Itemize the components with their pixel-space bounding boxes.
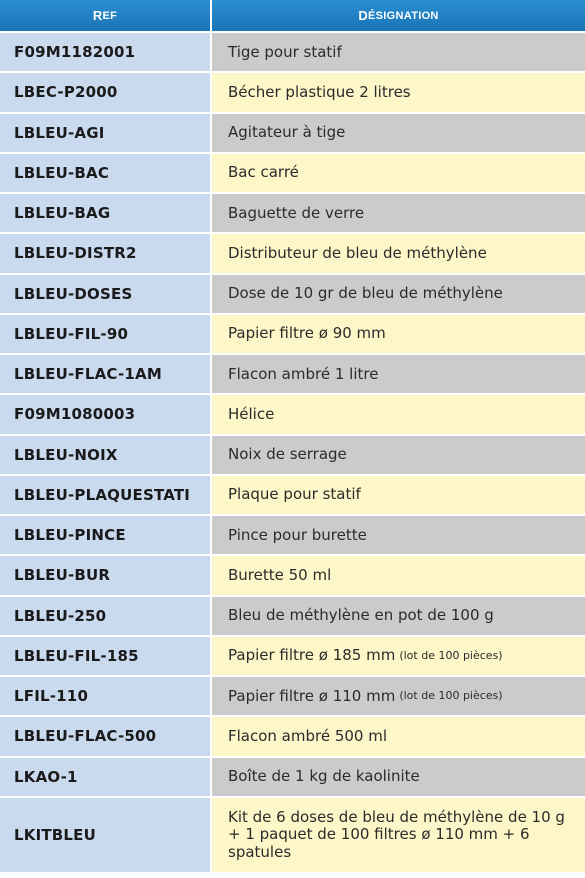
table-row: [0, 192, 585, 232]
ref-cell: LKITBLEU: [0, 798, 210, 873]
table-row: [0, 273, 585, 313]
designation-cell: [210, 114, 585, 152]
designation-cell: [210, 73, 585, 111]
designation-cell: [210, 395, 585, 433]
ref-cell: LBEC-P2000: [0, 73, 210, 111]
table-header: [0, 0, 585, 31]
ref-cell: LKAO-1: [0, 758, 210, 796]
designation-note: (lot de 100 pièces): [399, 688, 503, 702]
ref-cell: LBLEU-PINCE: [0, 516, 210, 554]
table-row: [0, 474, 585, 514]
designation-cell: [210, 758, 585, 796]
ref-cell: LBLEU-BAC: [0, 154, 210, 192]
designation-text: Bécher plastique 2 litres: [228, 82, 411, 101]
ref-cell: F09M1080003: [0, 395, 210, 433]
designation-cell: [210, 154, 585, 192]
designation-text: Flacon ambré 1 litre: [228, 364, 379, 383]
designation-cell: [210, 355, 585, 393]
table-row: [0, 595, 585, 635]
ref-cell: LBLEU-NOIX: [0, 436, 210, 474]
table-row: [0, 514, 585, 554]
designation-text: Noix de serrage: [228, 445, 347, 463]
designation-text: Boîte de 1 kg de kaolinite: [228, 767, 420, 785]
ref-cell: LBLEU-BUR: [0, 556, 210, 594]
ref-cell: LBLEU-BAG: [0, 194, 210, 232]
designation-text: Tige pour statif: [228, 42, 342, 61]
ref-cell: LBLEU-FIL-185: [0, 637, 210, 675]
table-row: [0, 756, 585, 796]
ref-cell: LBLEU-DOSES: [0, 275, 210, 313]
ref-header-rest: EF: [102, 9, 118, 22]
table-row: [0, 152, 585, 192]
table-row: [0, 675, 585, 715]
designation-text: Bac carré: [228, 163, 299, 182]
designation-header-rest: ÉSIGNATION: [368, 9, 439, 22]
designation-note: (lot de 100 pièces): [399, 648, 503, 662]
table-row: [0, 31, 585, 71]
designation-cell: [210, 315, 585, 353]
designation-text: Papier filtre ø 185 mm: [228, 646, 396, 665]
designation-cell: [210, 476, 585, 514]
ref-cell: LBLEU-250: [0, 597, 210, 635]
designation-text: Plaque pour statif: [228, 485, 361, 504]
table-row: [0, 434, 585, 474]
designation-cell: [210, 556, 585, 594]
designation-text: Burette 50 ml: [228, 565, 332, 584]
designation-cell: [210, 436, 585, 474]
designation-text: Flacon ambré 500 ml: [228, 726, 388, 745]
ref-header-first: R: [92, 8, 103, 23]
designation-cell: [210, 637, 585, 675]
table-row: [0, 393, 585, 433]
designation-cell: [210, 597, 585, 635]
designation-cell: [210, 798, 585, 873]
ref-cell: LBLEU-AGI: [0, 114, 210, 152]
table-row: [0, 112, 585, 152]
table-row: [0, 796, 585, 873]
table-row: [0, 232, 585, 272]
designation-text: Dose de 10 gr de bleu de méthylène: [228, 284, 503, 302]
designation-cell: [210, 717, 585, 755]
designation-text: Papier filtre ø 110 mm: [228, 686, 396, 705]
ref-cell: LBLEU-FLAC-500: [0, 717, 210, 755]
table-row: [0, 635, 585, 675]
table-row: [0, 554, 585, 594]
table-body: [0, 31, 585, 872]
table-row: [0, 313, 585, 353]
ref-cell: F09M1182001: [0, 33, 210, 71]
designation-cell: [210, 194, 585, 232]
designation-cell: [210, 275, 585, 313]
designation-column-header: [210, 0, 585, 31]
table-row: [0, 715, 585, 755]
table-row: [0, 353, 585, 393]
ref-column-header: [0, 0, 210, 31]
designation-cell: [210, 234, 585, 272]
ref-cell: LBLEU-PLAQUESTATI: [0, 476, 210, 514]
table-row: [0, 71, 585, 111]
designation-text: Agitateur à tige: [228, 123, 346, 141]
designation-cell: [210, 677, 585, 715]
ref-cell: LBLEU-DISTR2: [0, 234, 210, 272]
designation-text: Pince pour burette: [228, 525, 367, 544]
designation-cell: [210, 33, 585, 71]
ref-cell: LFIL-110: [0, 677, 210, 715]
designation-text: Kit de 6 doses de bleu de méthylène de 10 g + 1 paquet de 100 filtres ø 110 mm + 6 spatules: [228, 808, 565, 861]
designation-text: Papier filtre ø 90 mm: [228, 324, 386, 343]
designation-text: Baguette de verre: [228, 203, 365, 222]
designation-cell: [210, 516, 585, 554]
designation-text: Distributeur de bleu de méthylène: [228, 243, 487, 262]
designation-text: Bleu de méthylène en pot de 100 g: [228, 606, 494, 624]
designation-text: Hélice: [228, 404, 275, 423]
ref-cell: LBLEU-FIL-90: [0, 315, 210, 353]
designation-header-first: D: [358, 8, 369, 23]
ref-cell: LBLEU-FLAC-1AM: [0, 355, 210, 393]
